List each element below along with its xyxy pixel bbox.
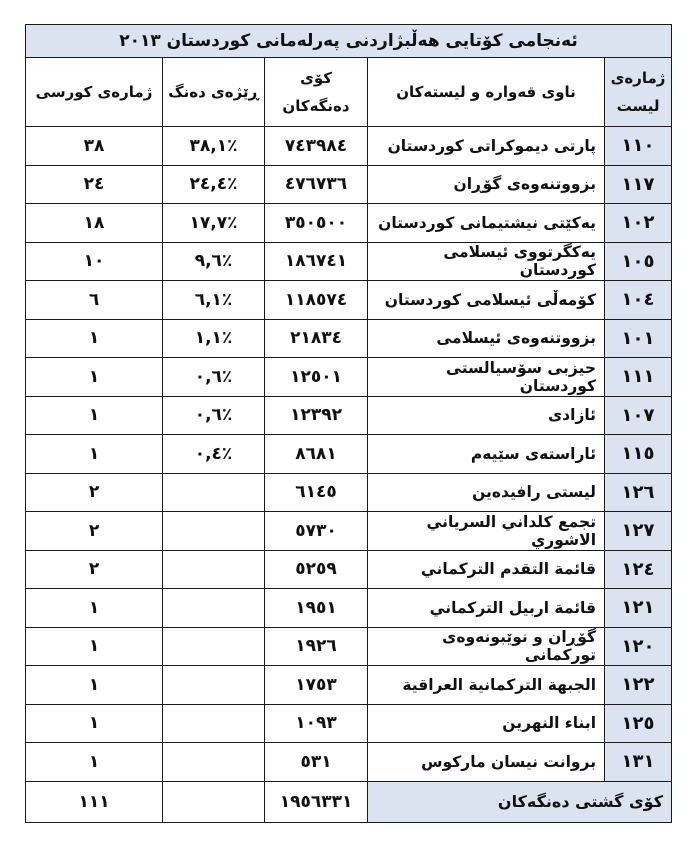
- header-total-votes: کۆی دەنگەکان: [265, 58, 368, 127]
- percent-cell: ٪٠,٦: [163, 358, 265, 397]
- totals-row: [26, 781, 672, 822]
- table-row: [26, 396, 672, 435]
- seats-cell: ٢: [26, 550, 163, 589]
- percent-cell: [163, 704, 265, 743]
- list-number-cell: ١٢٠: [605, 627, 672, 666]
- votes-cell: ٢١٨٣٤: [265, 319, 368, 358]
- list-name-cell: یەکێتی نیشتیمانی کوردستان: [368, 204, 605, 243]
- list-name-cell: الجبهة التركمانية العراقية: [368, 666, 605, 705]
- seats-cell: ١٠: [26, 242, 163, 281]
- table-row: [26, 165, 672, 204]
- percent-cell: ٪٣٨,١: [163, 127, 265, 166]
- votes-cell: ١٩٥١: [265, 589, 368, 628]
- percent-cell: [163, 550, 265, 589]
- votes-cell: ١٧٥٣: [265, 666, 368, 705]
- list-number-cell: ١٠٧: [605, 396, 672, 435]
- list-name-cell: حیزبی سۆسیالستی کوردستان: [368, 358, 605, 397]
- table-row: [26, 242, 672, 281]
- seats-cell: ٦: [26, 281, 163, 320]
- totals-seats: ١١١: [26, 781, 163, 822]
- votes-cell: ٥٣١: [265, 743, 368, 782]
- list-name-cell: بزووتنەوەی گۆڕان: [368, 165, 605, 204]
- table-row: [26, 550, 672, 589]
- totals-votes: ١٩٥٦٣٣١: [265, 781, 368, 822]
- votes-cell: ٦١٤٥: [265, 473, 368, 512]
- seats-cell: ١: [26, 319, 163, 358]
- seats-cell: ١: [26, 396, 163, 435]
- list-number-cell: ١٢٢: [605, 666, 672, 705]
- list-number-cell: ١١٧: [605, 165, 672, 204]
- list-number-cell: ١٢١: [605, 589, 672, 628]
- table-row: [26, 473, 672, 512]
- table-row: [26, 435, 672, 474]
- header-vote-percent: ڕێژەی دەنگ: [163, 58, 265, 127]
- election-results-table: [25, 24, 672, 823]
- list-name-cell: بزووتنەوەی ئیسلامی: [368, 319, 605, 358]
- table-row: [26, 358, 672, 397]
- table-row: [26, 589, 672, 628]
- table-row: [26, 666, 672, 705]
- table-row: [26, 512, 672, 551]
- seats-cell: ٣٨: [26, 127, 163, 166]
- list-name-cell: بروانت نيسان ماركوس: [368, 743, 605, 782]
- list-number-cell: ١١٥: [605, 435, 672, 474]
- percent-cell: [163, 473, 265, 512]
- list-number-cell: ١٠٢: [605, 204, 672, 243]
- percent-cell: ٪٦,١: [163, 281, 265, 320]
- list-number-cell: ١٠٥: [605, 242, 672, 281]
- seats-cell: ١: [26, 358, 163, 397]
- totals-percent-empty: [163, 781, 265, 822]
- percent-cell: [163, 589, 265, 628]
- header-seats: ژمارەی کورسی: [26, 58, 163, 127]
- votes-cell: ١٨٦٧٤١: [265, 242, 368, 281]
- seats-cell: ١: [26, 435, 163, 474]
- list-name-cell: تجمع كلداني السرياني الاشوري: [368, 512, 605, 551]
- list-name-cell: ئازادی: [368, 396, 605, 435]
- votes-cell: ١٩٢٦: [265, 627, 368, 666]
- seats-cell: ١٨: [26, 204, 163, 243]
- seats-cell: ١: [26, 589, 163, 628]
- votes-cell: ٧٤٣٩٨٤: [265, 127, 368, 166]
- votes-cell: ١٠٩٣: [265, 704, 368, 743]
- votes-cell: ٥٢٥٩: [265, 550, 368, 589]
- list-name-cell: یەکگرتووی ئیسلامی کوردستان: [368, 242, 605, 281]
- list-number-cell: ١٢٧: [605, 512, 672, 551]
- percent-cell: ٪١٧,٧: [163, 204, 265, 243]
- votes-cell: ١٢٥٠١: [265, 358, 368, 397]
- totals-label: کۆی گشتی دەنگەکان: [368, 781, 672, 822]
- votes-cell: ٣٥٠٥٠٠: [265, 204, 368, 243]
- seats-cell: ١: [26, 666, 163, 705]
- list-number-cell: ١١٠: [605, 127, 672, 166]
- percent-cell: ٪١,١: [163, 319, 265, 358]
- list-name-cell: پارتی دیموکراتی کوردستان: [368, 127, 605, 166]
- list-name-cell: ئاراستەی سێیەم: [368, 435, 605, 474]
- list-name-cell: قائمة التقدم التركماني: [368, 550, 605, 589]
- percent-cell: [163, 627, 265, 666]
- list-name-cell: ابناء النهرين: [368, 704, 605, 743]
- table-title: ئەنجامی کۆتایی هەڵبژاردنی پەرلەمانی کوردستان ٢٠١٣: [26, 25, 672, 58]
- percent-cell: ٪٠,٤: [163, 435, 265, 474]
- table-row: [26, 127, 672, 166]
- table-row: [26, 204, 672, 243]
- percent-cell: [163, 743, 265, 782]
- percent-cell: [163, 512, 265, 551]
- seats-cell: ٢٤: [26, 165, 163, 204]
- percent-cell: [163, 666, 265, 705]
- list-number-cell: ١٢٥: [605, 704, 672, 743]
- votes-cell: ٤٧٦٧٣٦: [265, 165, 368, 204]
- seats-cell: ١: [26, 704, 163, 743]
- table-row: [26, 281, 672, 320]
- votes-cell: ١١٨٥٧٤: [265, 281, 368, 320]
- list-number-cell: ١٢٦: [605, 473, 672, 512]
- votes-cell: ١٢٣٩٢: [265, 396, 368, 435]
- percent-cell: ٪٩,٦: [163, 242, 265, 281]
- list-name-cell: لیستی رافیدەین: [368, 473, 605, 512]
- list-name-cell: کۆمەڵی ئیسلامی کوردستان: [368, 281, 605, 320]
- table-row: [26, 704, 672, 743]
- list-name-cell: گۆڕان و نوێبونەوەی تورکمانی: [368, 627, 605, 666]
- header-list-number: ژمارەی لیست: [605, 58, 672, 127]
- list-number-cell: ١٠١: [605, 319, 672, 358]
- table-row: [26, 627, 672, 666]
- seats-cell: ٢: [26, 473, 163, 512]
- votes-cell: ٨٦٨١: [265, 435, 368, 474]
- table-row: [26, 743, 672, 782]
- seats-cell: ٢: [26, 512, 163, 551]
- seats-cell: ١: [26, 743, 163, 782]
- table-row: [26, 319, 672, 358]
- list-name-cell: قائمة اربيل التركماني: [368, 589, 605, 628]
- percent-cell: ٪٢٤,٤: [163, 165, 265, 204]
- votes-cell: ٥٧٣٠: [265, 512, 368, 551]
- header-list-name: ناوی قەوارە و لیستەکان: [368, 58, 605, 127]
- list-number-cell: ١٣١: [605, 743, 672, 782]
- list-number-cell: ١٢٤: [605, 550, 672, 589]
- table-body: [26, 127, 672, 782]
- seats-cell: ١: [26, 627, 163, 666]
- list-number-cell: ١١١: [605, 358, 672, 397]
- percent-cell: ٪٠,٦: [163, 396, 265, 435]
- list-number-cell: ١٠٤: [605, 281, 672, 320]
